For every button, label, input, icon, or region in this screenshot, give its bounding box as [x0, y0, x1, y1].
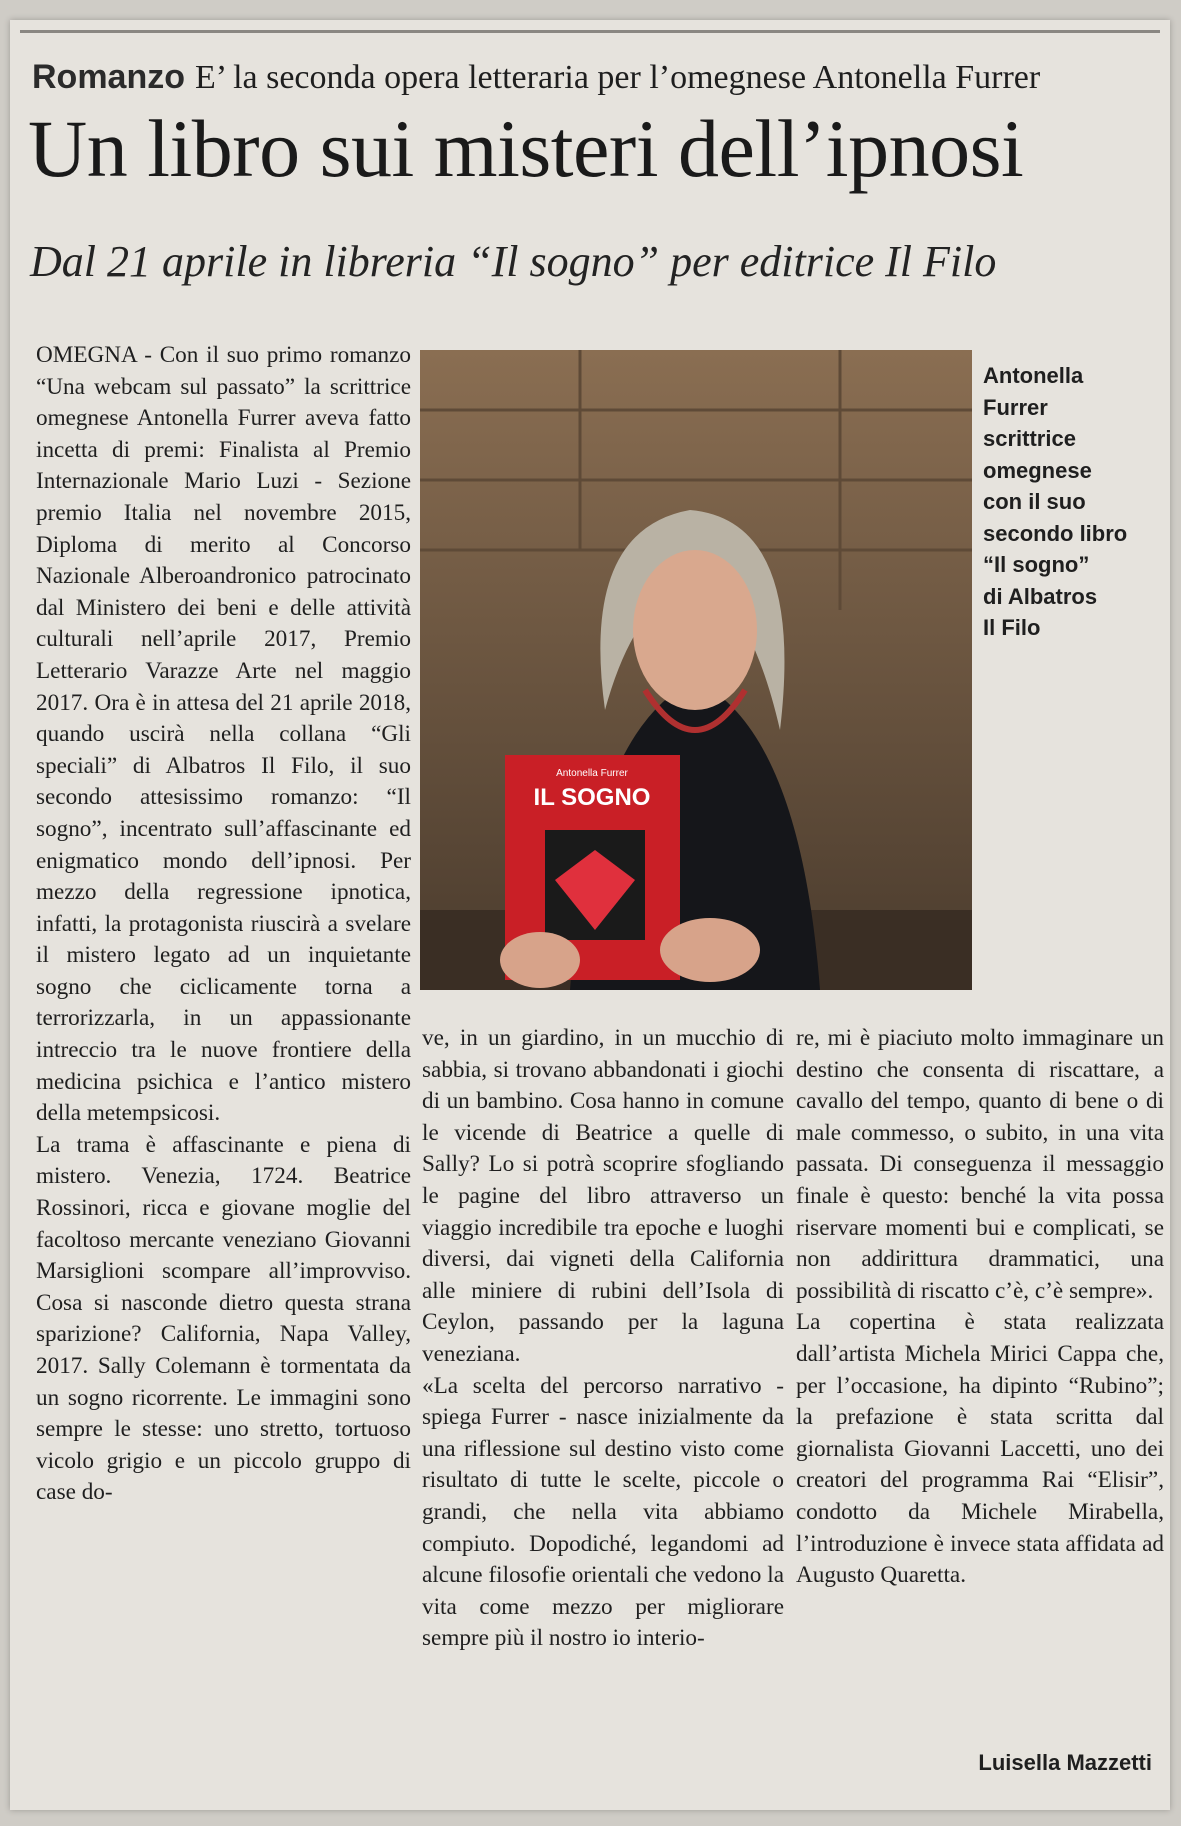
caption-line: Il Filo — [983, 615, 1041, 640]
paragraph: re, mi è piaciuto molto immaginare un destino che consenta di riscattare, a cavallo del tempo, quanto di bene o di male commesso, o subito, in una vita passata. Di conseguenza il messaggio finale è questo: benché la vita possa riservare momenti bui e complicati, se non addirittura drammatici, una possibilità di riscatto c’è, c’è sempre». — [796, 1025, 1164, 1304]
caption-line: Furrer — [983, 394, 1048, 420]
paragraph: «La scelta del percorso narrativo - spiega Furrer - nasce inizialmente da una riflessione sul destino visto come risultato di tutte le scelte, piccole o grandi, che nella vita abbiamo compiuto. Dopodiché, legandomi ad alcune filosofie orientali che vedono la vita come mezzo per migliorare sempre più il nostro io interio- — [422, 1372, 784, 1652]
column-2 — [422, 1023, 784, 1655]
kicker-label: Romanzo — [32, 58, 185, 96]
headline: Un libro sui misteri dell’ipnosi — [28, 103, 1024, 194]
top-rule — [20, 30, 1160, 33]
column-1 — [36, 340, 411, 1509]
author-photo — [420, 350, 972, 990]
subheadline: Dal 21 aprile in libreria “Il sogno” per editrice Il Filo — [30, 237, 997, 286]
kicker-text: E’ la seconda opera letteraria per l’omegnese Antonella Furrer — [195, 59, 1041, 96]
book-cover-author: Antonella Furrer — [556, 768, 628, 779]
caption-line: Antonella — [983, 363, 1084, 388]
caption-line: omegnese — [983, 457, 1092, 483]
caption-line: scrittrice — [983, 426, 1076, 451]
newspaper-page — [10, 20, 1170, 1810]
author-photo-image — [420, 350, 972, 990]
caption-line: secondo libro — [983, 520, 1128, 546]
paragraph: La copertina è stata realizzata dall’artista Michela Mirici Cappa che, per l’occasione, ha dipinto “Rubino”; la prefazione è stata scritta dal giornalista Giovanni Laccetti, uno dei creatori del programma Rai “Elisir”, condotto da Michele Mirabella, l’introduzione è invece stata affidata ad Augusto Quaretta. — [796, 1309, 1164, 1589]
caption-line: con il suo — [983, 489, 1086, 514]
photo-caption — [983, 360, 1163, 644]
paragraph: ve, in un giardino, in un mucchio di sabbia, si trovano abbandonati i giochi di un bambino. Cosa hanno in comune le vicende di Beatrice a quelle di Sally? Lo si potrà scoprire sfogliando le pagine del libro attraverso un viaggio incredibile tra epoche e luoghi diversi, dai vigneti della California alle miniere di rubini dell’Isola di Ceylon, passando per la laguna veneziana. — [422, 1025, 784, 1367]
byline: Luisella Mazzetti — [978, 1750, 1152, 1775]
paragraph: La trama è affascinante e piena di mistero. Venezia, 1724. Beatrice Rossinori, ricca e giovane moglie del facoltoso mercante veneziano Giovanni Marsiglioni scompare all’improvviso. Cosa si nasconde dietro questa strana sparizione? California, Napa Valley, 2017. Sally Colemann è tormentata da un sogno ricorrente. Le immagini sono sempre le stesse: uno stretto, tortuoso vicolo grigio e un piccolo gruppo di case do- — [36, 1131, 411, 1506]
kicker — [32, 58, 1040, 97]
book-cover-title: IL SOGNO — [533, 784, 651, 811]
paragraph: OMEGNA - Con il suo primo romanzo “Una webcam sul passato” la scrittrice omegnese Antonella Furrer aveva fatto incetta di premi: Finalista al Premio Internazionale Mario Luzi - Sezione premio Italia nel novembre 2015, Diploma di merito al Concorso Nazionale Alberoandronico patrocinato dal Ministero dei beni e delle attività culturali nell’aprile 2017, Premio Letterario Varazze Arte nel maggio 2017. Ora è in attesa del 21 aprile 2018, quando uscirà nella collana “Gli speciali” di Albatros Il Filo, il suo secondo attesissimo romanzo: “Il sogno”, incentrato sull’affascinante ed enigmatico mondo dell’ipnosi. Per mezzo della regressione ipnotica, infatti, la protagonista riuscirà a svelare il mistero legato ad un inquietante sogno che ciclicamente torna a terrorizzarla, in un appassionante intreccio tra le nuove frontiere della medicina psichica e l’antico mistero della metempsicosi. — [36, 342, 411, 1127]
caption-line: “Il sogno” — [983, 552, 1090, 577]
caption-line: di Albatros — [983, 583, 1098, 609]
column-3 — [796, 1023, 1164, 1592]
